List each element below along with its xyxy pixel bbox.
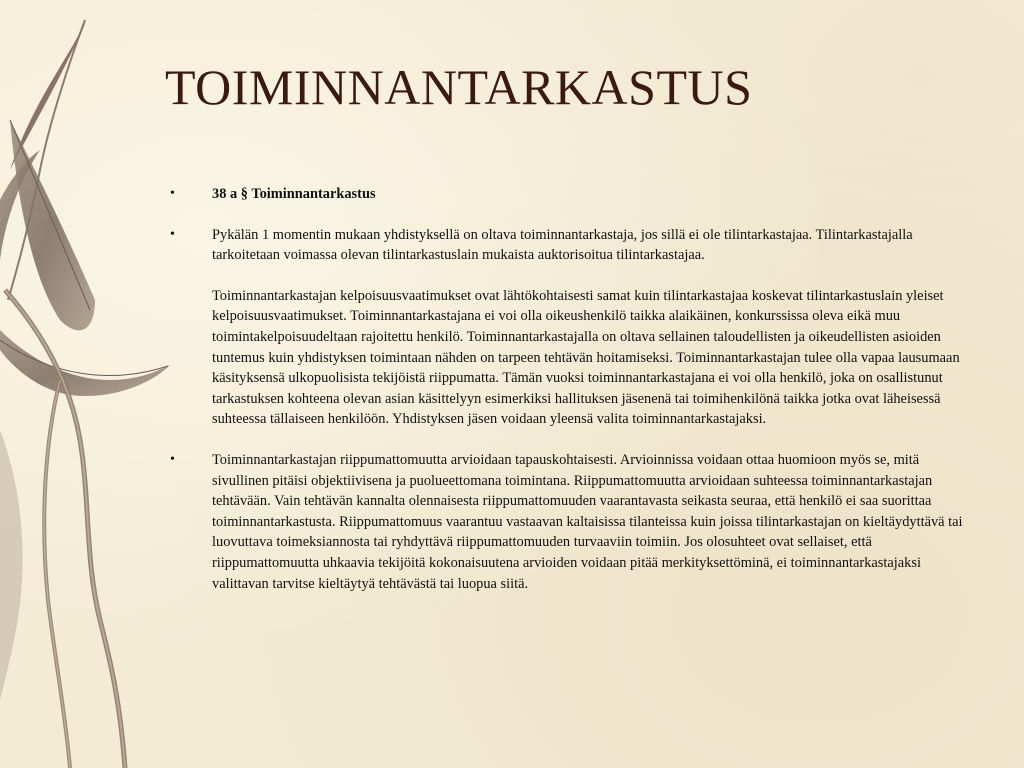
bullet-paragraph: Toiminnantarkastajan riippumattomuutta arvioidaan tapauskohtaisesti. Arvioinnissa voidaan ottaa huomioon myös se, mitä sivullinen pitäisi objektiivisena ja puolueettomana toimintana. Riippumattomuutta arvioidaan suhteessa toiminnantarkastajan tehtävään. Vain tehtävän kannalta olennaisesta riippumattomuuden vaarantavasta seikasta seuraa, että henkilö ei saa suorittaa toiminnantarkastusta. Riippumattomuus vaarantuu vastaavan kaltaisissa tilanteissa kuin joissa tilintarkastajan on kieltäydyttävä tai luovuttava toimeksiannosta tai ryhdyttävä riippumattomuuden turvaaviin toimiin. Jos olosuhteet ovat sellaiset, että riippumattomuutta uhkaavia tekijöitä kokonaisuutena arvioiden voidaan pitää merkityksettöminä, ei toiminnantarkastajaksi valittavan tarvitse kieltäytyä tehtävästä tai luopua siitä. (212, 451, 963, 592)
bullet-icon: • (170, 451, 175, 467)
bullet-heading: 38 a § Toiminnantarkastus (212, 186, 376, 202)
bullet-item (170, 450, 970, 594)
slide-title: TOIMINNANTARKASTUS (165, 59, 753, 115)
bullet-paragraph: Pykälän 1 momentin mukaan yhdistyksellä on oltava toiminnantarkastaja, jos sillä ei ole tilintarkastajaa. Tilintarkastajalla tarkoitetaan voimassa olevan tilintarkastuslain mukaista auktorisoitua tilintarkastajaa. (212, 226, 913, 264)
bullet-icon: • (170, 186, 175, 201)
bullet-item (170, 184, 970, 205)
bullet-icon: • (170, 226, 175, 242)
bullet-item (170, 225, 970, 430)
bullet-list (170, 184, 970, 614)
bullet-paragraph: Toiminnantarkastajan kelpoisuusvaatimukset ovat lähtökohtaisesti samat kuin tilintarkastajaa koskevat tilintarkastuslain yleiset kelpoisuusvaatimukset. Toiminnantarkastajana ei voi olla oikeushenkilö taikka alaikäinen, konkurssissa oleva eikä muu toimintakelpoisuudeltaan rajoitettu henkilö. Toiminnantarkastajalla on oltava sellainen taloudellisten ja oikeudellisten asioiden tuntemus kuin yhdistyksen toimintaan nähden on tarpeen tehtävän hoitamiseksi. Toiminnantarkastajan tulee olla vapaa lausumaan käsityksensä ulkopuolisista tekijöistä riippumatta. Tämän vuoksi toiminnantarkastajana ei voi olla henkilö, joka on osallistunut tarkastuksen kohteena olevan asian käsittelyyn esimerkiksi hallituksen jäsenenä tai toimihenkilönä taikka jotka ovat läheisessä suhteessa tällaiseen henkilöön. Yhdistyksen jäsen voidaan yleensä valita toiminnantarkastajaksi. (212, 287, 960, 428)
